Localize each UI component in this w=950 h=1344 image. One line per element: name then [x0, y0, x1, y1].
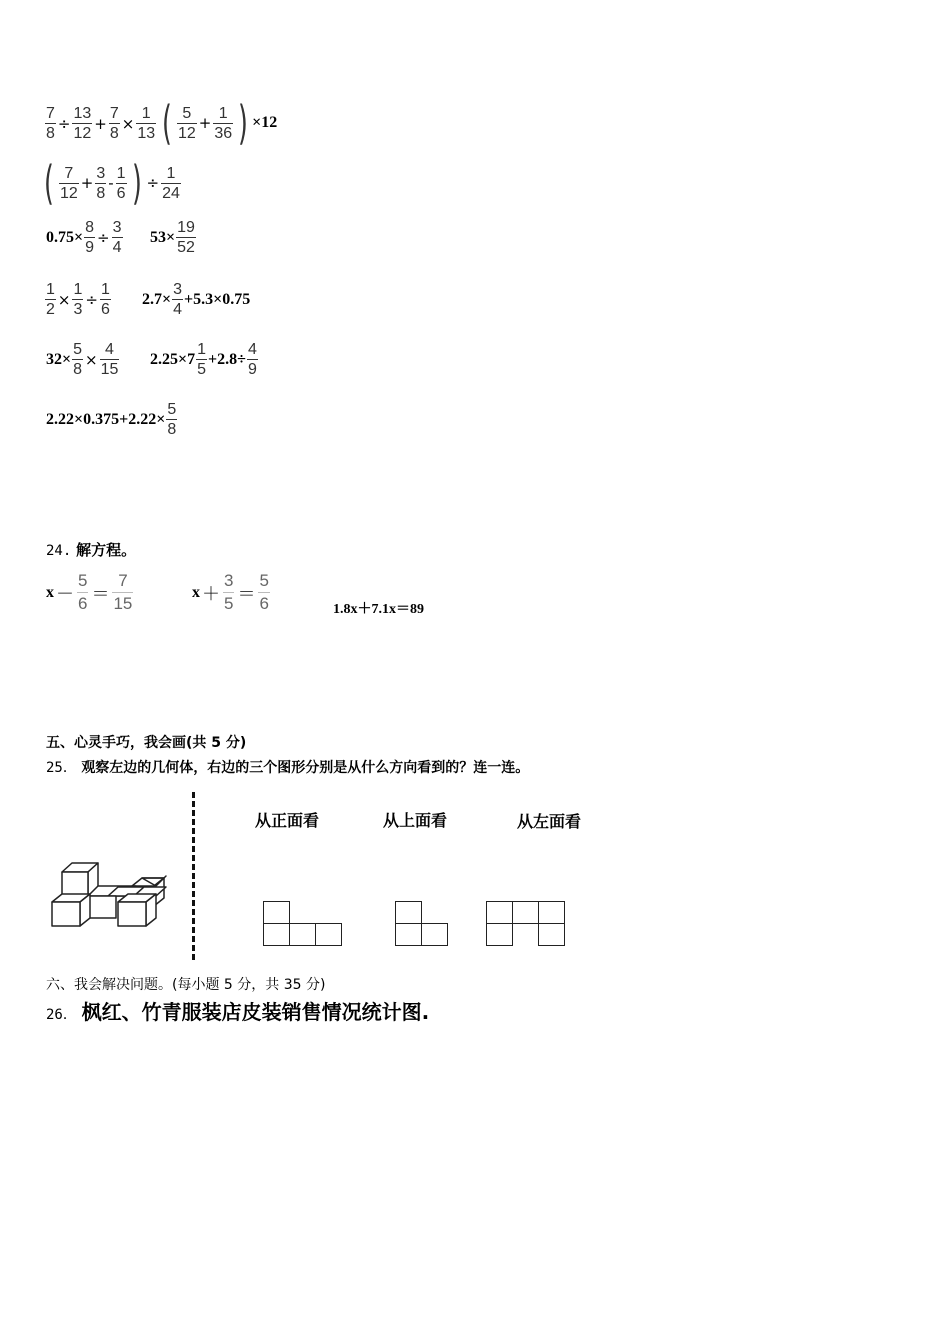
fraction: $\frac{5}{6}$	[259, 571, 269, 613]
fraction: $\frac{1}{36}$	[214, 104, 233, 142]
calc-expression-3a: 0.75× $\frac{8}{9}$ ÷ $\frac{3}{4}$	[46, 219, 122, 256]
fraction: $\frac{3}{8}$	[96, 164, 106, 202]
question-text: 观察左边的几何体，右边的三个图形分别是从什么方向看到的？连一连。	[81, 760, 530, 776]
fraction: $\frac{5}{8}$	[73, 341, 83, 378]
fraction: $\frac{13}{12}$	[73, 105, 92, 142]
question-text: 解方程。	[76, 541, 137, 559]
fraction: $\frac{3}{4}$	[112, 219, 122, 256]
fraction: $\frac{3}{5}$	[224, 571, 234, 613]
fraction: $\frac{4}{15}$	[100, 341, 119, 378]
section-6-title: 六、我会解决问题。(每小题 5 分，共 35 分)	[46, 977, 326, 993]
equation-1: x － $\frac{5}{6}$ ＝ $\frac{7}{15}$	[46, 571, 133, 613]
fraction: $\frac{1}{24}$	[162, 164, 180, 202]
question-26-heading	[46, 996, 429, 1025]
fraction: $\frac{1}{2}$	[46, 281, 55, 318]
fraction: $\frac{5}{12}$	[177, 104, 196, 142]
section-5-title: 五、心灵手巧，我会画(共 5 分)	[46, 735, 247, 751]
fraction: $\frac{1}{6}$	[100, 281, 110, 318]
fraction: $\frac{5}{8}$	[167, 401, 177, 438]
question-text: 枫红、竹青服装店皮装销售情况统计图.	[81, 1000, 430, 1024]
calc-expression-4a: $\frac{1}{2}$ × $\frac{1}{3}$ ÷ $\frac{1}{6}$	[46, 281, 110, 318]
label-left-view: 从左面看	[517, 812, 582, 831]
fraction: $\frac{7}{15}$	[113, 571, 133, 613]
fraction: $\frac{1}{13}$	[137, 105, 156, 142]
fraction: $\frac{7}{12}$	[59, 164, 78, 202]
question-24-heading	[46, 539, 136, 560]
fraction: $\frac{5}{6}$	[78, 571, 88, 613]
calc-expression-1a: $\frac{7}{8}$ ÷ $\frac{13}{12}$ + $\frac{7}{8}$ × $\frac{1}{13}$	[46, 105, 156, 142]
fraction: $\frac{1}{6}$	[116, 164, 126, 202]
fraction: $\frac{7}{8}$	[46, 105, 55, 142]
label-front-view: 从正面看	[255, 811, 320, 830]
cube-solid-figure	[48, 858, 168, 930]
label-top-view: 从上面看	[383, 811, 448, 830]
equation-2: x ＋ $\frac{3}{5}$ ＝ $\frac{5}{6}$	[192, 571, 269, 613]
calc-expression-4b: 2.7× $\frac{3}{4}$ +5.3×0.75	[142, 281, 251, 318]
question-number: 26．	[46, 1007, 77, 1023]
fraction: $\frac{1}{3}$	[73, 281, 83, 318]
fraction: $\frac{8}{9}$	[85, 219, 95, 256]
calc-expression-1b: ( $\frac{5}{12}$ + $\frac{1}{36}$ ) ×12	[162, 96, 278, 150]
question-number: 25．	[46, 760, 77, 776]
dashed-divider	[192, 792, 195, 960]
calc-expression-2: ( $\frac{7}{12}$ + $\frac{3}{8}$ - $\frac{1}{6}$ ) ÷ $\frac{1}{24}$	[44, 156, 180, 210]
calc-expression-5a: 32× $\frac{5}{8}$ × $\frac{4}{15}$	[46, 341, 119, 378]
fraction: $\frac{7}{8}$	[109, 105, 119, 142]
question-25-heading	[46, 757, 529, 777]
calc-expression-3b: 53× $\frac{19}{52}$	[150, 219, 195, 256]
fraction: $\frac{19}{52}$	[177, 219, 195, 256]
question-number: 24.	[46, 543, 72, 559]
fraction: $\frac{1}{5}$	[197, 341, 207, 378]
calc-expression-6: 2.22×0.375+2.22× $\frac{5}{8}$	[46, 401, 177, 438]
calc-expression-5b: 2.25×7 $\frac{1}{5}$ +2.8÷ $\frac{4}{9}$	[150, 341, 257, 378]
fraction: $\frac{3}{4}$	[173, 281, 183, 318]
equation-3: 1.8x＋7.1x＝89	[333, 602, 424, 617]
fraction: $\frac{4}{9}$	[247, 341, 257, 378]
